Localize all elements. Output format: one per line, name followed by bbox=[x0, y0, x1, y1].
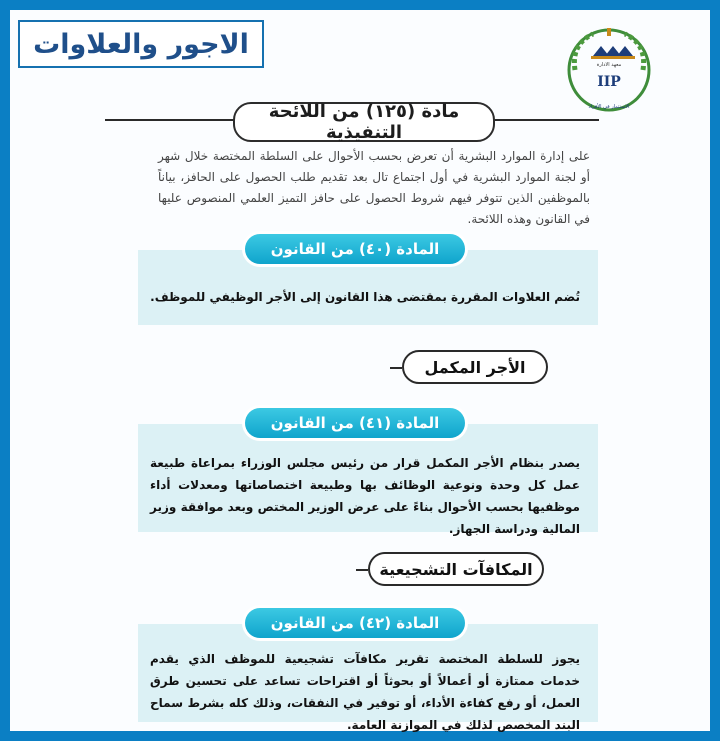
article-41-text: يصدر بنظام الأجر المكمل قرار من رئيس مجلس الوزراء بمراعاة طبيعة عمل كل وحدة ونوعية الوظائف بها وطبيعة اختصاصاتها ومعدلات أداء موظفيها بحسب الأحوال بناءً على عرض الوزير المختص وبعد موافقة وزير المالية ودراسة الجهاز. bbox=[150, 456, 580, 536]
institute-logo bbox=[563, 24, 655, 116]
svg-text:IIP: IIP bbox=[597, 74, 621, 90]
page-content bbox=[10, 10, 710, 731]
svg-text:الاستثمار في الأفراد: الاستثمار في الأفراد bbox=[588, 104, 630, 110]
article-40-text: تُضم العلاوات المقررة بمقتضى هذا القانون إلى الأجر الوظيفي للموظف. bbox=[150, 290, 580, 304]
article-42-label: المادة (٤٢) من القانون bbox=[245, 608, 465, 638]
article-40-label: المادة (٤٠) من القانون bbox=[245, 234, 465, 264]
svg-text:معهد الادارة: معهد الادارة bbox=[596, 62, 622, 68]
article-125-text: على إدارة الموارد البشرية أن تعرض بحسب الأحوال على السلطة المختصة خلال شهر أو لجنة الموارد البشرية في أول اجتماع تال بعد تقديم طلب الحصول على الحافز، بياناً بالموظفين الذين تتوفر فيهم شروط الحصول على حافز التميز العلمي المنصوص عليها في القانون وهذه اللائحة. bbox=[158, 149, 590, 226]
heading-rule bbox=[105, 119, 235, 121]
page-title-box bbox=[18, 20, 264, 68]
complete-pay-heading: الأجر المكمل bbox=[402, 350, 548, 384]
heading-rule bbox=[489, 119, 599, 121]
incentives-heading: المكافآت التشجيعية bbox=[368, 552, 544, 586]
article-41-label: المادة (٤١) من القانون bbox=[245, 408, 465, 438]
article-125-heading: مادة (١٢٥) من اللائحة التنفيذية bbox=[233, 102, 495, 142]
article-42-text: يجوز للسلطة المختصة تقرير مكافآت تشجيعية للموظف الذي يقدم خدمات ممتازة أو أعمالاً أو بحوثاً أو اقتراحات تساعد على تحسين طرق العمل، أو رفع كفاءة الأداء، أو توفير في النفقات، وذلك كله بشرط سماح البند المخصص لذلك في الموازنة العامة. bbox=[150, 652, 580, 732]
page-title: الاجور والعلاوات bbox=[33, 28, 249, 60]
